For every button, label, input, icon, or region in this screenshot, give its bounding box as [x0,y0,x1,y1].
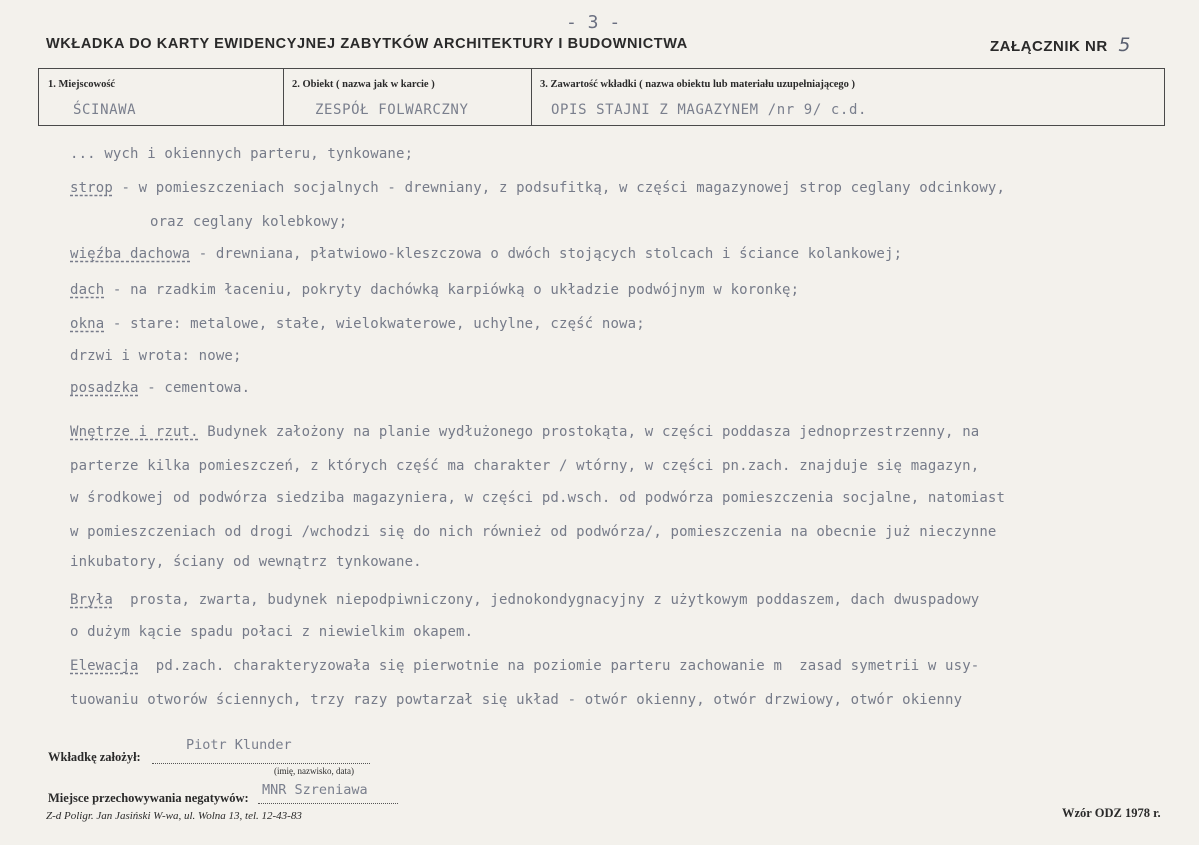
line-text: oraz ceglany kolebkowy; [150,214,348,230]
header-fields-box [38,68,1165,126]
field-divider [531,69,532,125]
field-label-contents: 3. Zawartość wkładki ( nazwa obiektu lub materiału uzupełniającego ) [540,79,856,90]
text-line [70,348,242,364]
line-text: w środkowej od podwórza siedziba magazyniera, w części pd.wsch. od podwórza pomieszczenia socjalne, natomiast [70,490,1006,506]
form-title: WKŁADKA DO KARTY EWIDENCYJNEJ ZABYTKÓW ARCHITEKTURY I BUDOWNICTWA [46,36,688,52]
text-line [70,658,979,674]
text-line [70,692,962,708]
field-value-locality: ŚCINAWA [73,102,137,118]
underlined-heading: Wnętrze i rzut. [70,424,199,440]
line-text: - drewniana, płatwiowo-kleszczowa o dwóch stojących stolcach i ściance kolankowej; [190,246,903,262]
text-line [70,146,413,162]
text-line [70,624,473,640]
field-value-object: ZESPÓŁ FOLWARCZNY [315,102,469,118]
line-text: w pomieszczeniach od drogi /wchodzi się do nich również od podwórza/, pomieszczenia na obecnie już nieczynne [70,524,997,540]
underlined-heading: Bryła [70,592,113,608]
underlined-heading: Elewacja [70,658,139,674]
author-hint: (imię, nazwisko, data) [274,766,354,776]
printer-imprint: Z-d Poligr. Jan Jasiński W-wa, ul. Wolna 13, tel. 12-43-83 [46,810,302,822]
field-value-contents: OPIS STAJNI Z MAGAZYNEM /nr 9/ c.d. [551,102,868,118]
field-label-object: 2. Obiekt ( nazwa jak w karcie ) [292,79,435,90]
line-text: - stare: metalowe, stałe, wielokwaterowe, uchylne, część nowa; [104,316,645,332]
line-text: parterze kilka pomieszczeń, z których część ma charakter / wtórny, w części pn.zach. znajduje się magazyn, [70,458,980,474]
form-model: Wzór ODZ 1978 r. [1062,806,1161,820]
text-line [70,524,997,540]
annex-heading [990,34,1131,56]
line-text: drzwi i wrota: nowe; [70,348,242,364]
text-line [70,282,799,298]
text-line [70,554,422,570]
text-line [70,380,250,396]
text-line [70,316,645,332]
storage-dotted-line [258,803,398,804]
underlined-heading: dach [70,282,105,298]
line-text: prosta, zwarta, budynek niepodpiwniczony, jednokondygnacyjny z użytkowym poddaszem, dach dwuspadowy [112,592,980,608]
annex-label: ZAŁĄCZNIK NR [990,38,1108,55]
text-line [70,592,979,608]
page-number: - 3 - [566,12,621,33]
author-label: Wkładkę założył: [48,750,141,764]
underlined-heading: posadzka [70,380,139,396]
line-text: o dużym kącie spadu połaci z niewielkim okapem. [70,624,474,640]
line-text: pd.zach. charakteryzowała się pierwotnie na poziomie parteru zachowanie m zasad symetrii w usy- [138,658,980,674]
line-text: - na rzadkim łaceniu, pokryty dachówką karpiówką o układzie podwójnym w koronkę; [104,282,800,298]
text-line [150,214,347,230]
author-value: Piotr Klunder [186,737,292,753]
text-line [70,490,1005,506]
field-label-locality: 1. Miejscowość [48,79,116,90]
line-text: tuowaniu otworów ściennych, trzy razy powtarzał się układ - otwór okienny, otwór drzwiowy, otwór okienny [70,692,963,708]
text-line [70,180,1005,196]
author-dotted-line [152,763,370,764]
annex-number: 5 [1118,34,1131,56]
storage-value: MNR Szreniawa [262,782,368,798]
line-text: inkubatory, ściany od wewnątrz tynkowane. [70,554,422,570]
text-line [70,424,979,440]
storage-label: Miejsce przechowywania negatywów: [48,791,249,805]
underlined-heading: więźba dachowa [70,246,191,262]
text-line [70,246,902,262]
line-text: - w pomieszczeniach socjalnych - drewniany, z podsufitką, w części magazynowej strop ceglany odcinkowy, [112,180,1006,196]
text-line [70,458,979,474]
underlined-heading: okna [70,316,105,332]
field-divider [283,69,284,125]
line-text: - cementowa. [138,380,251,396]
line-text: ... wych i okiennych parteru, tynkowane; [70,146,414,162]
line-text: Budynek założony na planie wydłużonego prostokąta, w części poddasza jednoprzestrzenny, na [198,424,980,440]
underlined-heading: strop [70,180,113,196]
